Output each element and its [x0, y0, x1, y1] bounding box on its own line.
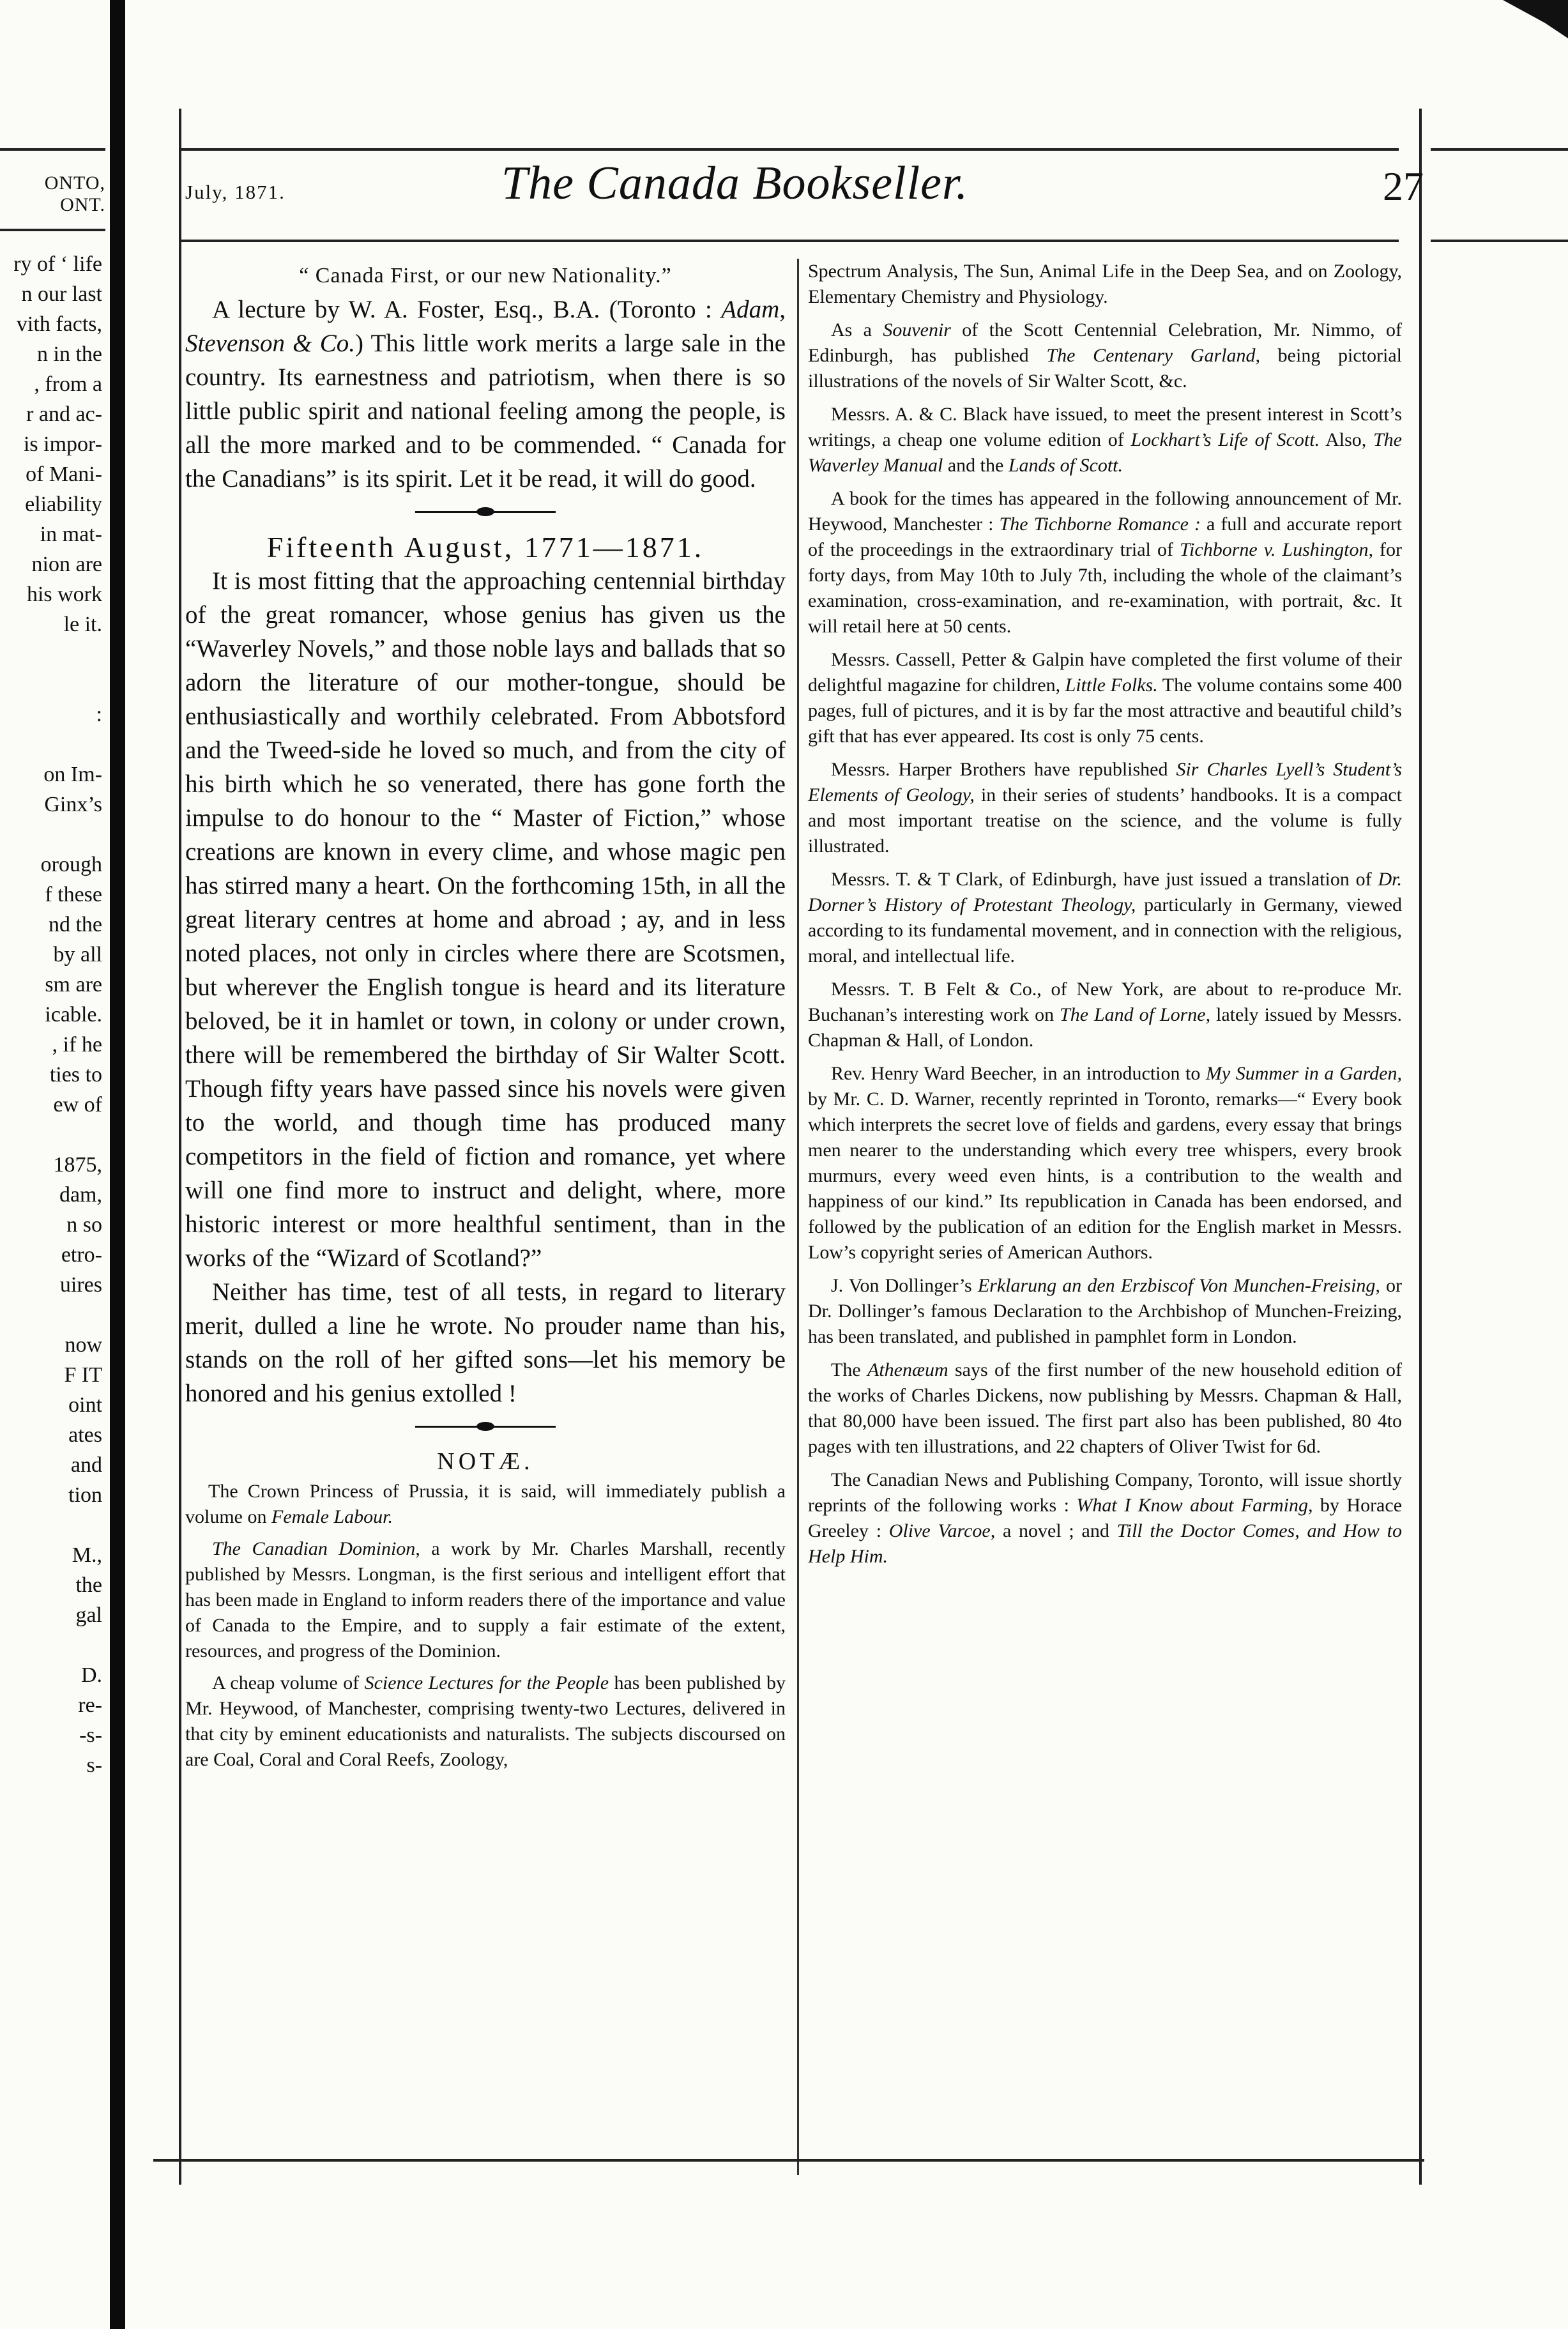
notae-heading: NOTÆ. [437, 1448, 534, 1475]
prev-page-line [0, 729, 109, 760]
notae-item [808, 1467, 1402, 1569]
prev-page-header: ONTO, ONT. [44, 172, 105, 215]
right-frame-rule [1419, 109, 1422, 2185]
notae-text: Rev. Henry Ward Beecher, in an introduction to [831, 1063, 1206, 1084]
book-title: The Canadian Dominion, [212, 1538, 420, 1559]
book-title: What I Know about Farming, [1076, 1495, 1313, 1516]
notae-item [808, 1357, 1402, 1460]
top-rule [179, 148, 1399, 151]
book-title: Souvenir [883, 319, 951, 340]
prev-page-line: oint [68, 1393, 102, 1417]
prev-page-line: gal [75, 1603, 102, 1627]
notae-text: for forty days, from May 10th to July 7th, including the whole of the claimant’s examination, cross-examination, and re-examination, with portrait, &c. It will retail here at 50 cents. [808, 539, 1403, 637]
prev-page-line: tion [68, 1483, 102, 1507]
book-title: Erklarung an den Erzbiscof Von Munchen-Freising, [977, 1275, 1380, 1296]
book-title: Dr. Dorner’s History of Protestant Theology, [808, 869, 1402, 915]
notae-text: The Canadian News and Publishing Company, Toronto, will issue shortly reprints of the following works : [808, 1469, 1402, 1516]
prev-page-line: M., [72, 1543, 102, 1567]
notae-item [185, 1479, 786, 1530]
notae-text: Messrs. Harper Brothers have republished [831, 759, 1176, 780]
book-title: Olive Varcoe, [888, 1520, 996, 1541]
prev-page-top-rule [0, 148, 105, 151]
canada-first-heading: “ Canada First, or our new Nationality.” [299, 264, 672, 287]
issue-date: July, 1871. [185, 181, 285, 203]
prev-page-line: , if he [52, 1033, 102, 1057]
prev-page-line: , from a [34, 372, 102, 396]
prev-page-line: dam, [59, 1183, 102, 1207]
prev-page-line: the [75, 1573, 102, 1597]
prev-page-line: his work [26, 583, 102, 606]
notae-item [808, 1061, 1402, 1265]
prev-page-line: n so [66, 1213, 102, 1237]
notae-text: in their series of students’ handbooks. It is a compact and most important treatise on the science, and the volume is fully illustrated. [808, 784, 1402, 857]
prev-page-line [0, 1510, 109, 1540]
prev-page-line: re- [78, 1693, 102, 1717]
notae-item [808, 867, 1402, 969]
prev-page-line: is impor- [23, 432, 102, 456]
notae-text: by Mr. C. D. Warner, recently reprinted in Toronto, remarks—“ Every book which interprets the secret love of fields and gardens, every essay that brings men nearer to the understanding which every tree whispers, every brook murmurs, every weed even hints, is a contribution to the wealth and happiness of our kind.” Its republication in Canada has been endorsed, and followed by the publication of an edition for the English market in Messrs. Low’s copyright series of American Authors. [808, 1088, 1402, 1263]
notae-body [185, 1479, 786, 1773]
prev-page-line: -s- [79, 1723, 102, 1747]
prev-page-line [0, 639, 109, 669]
book-title: Sir Charles Lyell’s Student’s Elements of Geology, [808, 759, 1402, 806]
prev-page-line: of Mani- [26, 462, 102, 486]
notae-text: or Dr. Dollinger’s famous Declaration to the Archbishop of Munchen-Freizing, has been translated, and published in pamphlet form in London. [808, 1275, 1403, 1347]
notae-text: Messrs. A. & C. Black have issued, to meet the present interest in Scott’s writings, a cheap one volume edition of [808, 404, 1402, 450]
prev-page-line: by all [53, 943, 102, 966]
book-title: The Centenary Garland, [1046, 345, 1260, 366]
notae-text: Messrs. T. & T Clark, of Edinburgh, have just issued a translation of [831, 869, 1378, 890]
notae-text: Also, [1320, 429, 1373, 450]
prev-page-line [0, 669, 109, 699]
notae-text: of the Scott Centennial Celebration, Mr. Nimmo, of Edinburgh, has published [808, 319, 1402, 366]
notae-text: As a [831, 319, 883, 340]
notae-item [808, 647, 1402, 749]
notae-item [185, 1536, 786, 1664]
prev-page-line [0, 1630, 109, 1660]
notae-text: The Crown Princess of Prussia, it is said, will immediately publish a volume on [185, 1481, 786, 1527]
notae-item [808, 317, 1402, 394]
prev-page-line: etro- [61, 1243, 102, 1267]
prev-page-line: vith facts, [16, 312, 102, 336]
notae-text: The volume contains some 400 pages, full of pictures, and it is by far the most attractive and beautiful child’s gift that has ever appeared. Its cost is only 75 cents. [808, 675, 1402, 747]
prev-page-line: Ginx’s [44, 793, 102, 816]
notae-text: A book for the times has appeared in the following announcement of Mr. Heywood, Manchester : [808, 488, 1402, 535]
prev-page-line: sm are [45, 973, 102, 997]
prev-page-line: ates [68, 1423, 102, 1447]
prev-page-line: : [96, 703, 102, 726]
notae-item [808, 1273, 1402, 1350]
page-number: 27 [1383, 164, 1424, 209]
prev-page-line: now [65, 1333, 102, 1357]
notae-text: particularly in Germany, viewed according to its fundamental movement, and in connection with the religious, moral, and intellectual life. [808, 894, 1403, 966]
right-header-rule [1431, 240, 1568, 242]
prev-page-line: F IT [64, 1363, 102, 1387]
prev-page-line: on Im- [43, 763, 102, 786]
left-frame-rule [179, 109, 181, 2185]
prev-page-line [0, 1300, 109, 1330]
right-top-rule [1431, 148, 1568, 151]
canada-first-review [185, 293, 786, 496]
prev-page-line: 1875, [53, 1153, 102, 1177]
binding-gutter [110, 0, 125, 2329]
book-title: The Tichborne Romance : [999, 514, 1201, 535]
prev-page-column [0, 249, 109, 1780]
notae-text: says of the first number of the new household edition of the works of Charles Dickens, now publishing by Messrs. Chapman & Hall, that 80,000 have been issued. The first part also has been published, 80 4to pages with ten illustrations, and 22 chapters of Oliver Twist for 6d. [808, 1359, 1403, 1457]
book-title: Lockhart’s Life of Scott. [1130, 429, 1320, 450]
prev-page-line: ry of ‘ life [13, 252, 102, 276]
prev-page-line [0, 820, 109, 850]
notae-item: Spectrum Analysis, The Sun, Animal Life in the Deep Sea, and on Zoology, Elementary Chemistry and Physiology. [808, 261, 1402, 307]
notae-item [808, 402, 1402, 478]
book-title: Tichborne v. Lushington, [1180, 539, 1373, 560]
notae-text: J. Von Dollinger’s [831, 1275, 978, 1296]
notae-text: Messrs. T. B Felt & Co., of New York, are about to re-produce Mr. Buchanan’s interesting work on [808, 979, 1402, 1025]
book-title: Athenæum [867, 1359, 948, 1380]
prev-page-line: r and ac- [26, 402, 102, 426]
fifteenth-paragraph-2: Neither has time, test of all tests, in regard to literary merit, dulled a line he wrote. No prouder name than his, stands on the roll of her gifted sons—let his memory be honored and his genius extolled ! [185, 1278, 786, 1407]
fifteenth-august-heading: Fifteenth August, 1771—1871. [266, 531, 704, 563]
book-title: The Land of Lorne, [1060, 1004, 1211, 1025]
section-divider [415, 1421, 556, 1432]
notae-item [808, 486, 1402, 639]
prev-page-line: in mat- [40, 523, 102, 546]
prev-page-line: icable. [45, 1003, 102, 1027]
masthead-title: The Canada Bookseller. [501, 157, 969, 210]
notae-text: a novel ; and [995, 1520, 1117, 1541]
prev-page-line: n in the [37, 342, 102, 366]
prev-page-line [0, 1120, 109, 1150]
notae-item [808, 757, 1402, 859]
canada-first-text-b: ) This little work merits a large sale in the country. Its earnestness and patriotism, when there is so little public spirit and national feeling among the people, is all the more marked and to be commended. “ Canada for the Canadians” is its spirit. Let it be read, it will do good. [185, 330, 786, 493]
prev-page-header-rule [0, 229, 105, 231]
notae-text: has been published by Mr. Heywood, of Manchester, comprising twenty-two Lectures, delivered in that city by eminent educationists and naturalists. The subjects discoursed on are Coal, Coral and Coral Reefs, Zoology, [185, 1672, 786, 1770]
canada-first-publisher: Adam, Stevenson & Co. [185, 296, 786, 357]
canada-first-text-a: A lecture by W. A. Foster, Esq., B.A. (Toronto : [212, 296, 722, 323]
header-rule [179, 240, 1399, 242]
notae-text: a work by Mr. Charles Marshall, recently published by Messrs. Longman, is the first serious and intelligent effort that has been made in England to inform readers there of the importance and value of Canada to the Empire, and to supply a fair estimate of the extent, resources, and progress of the Dominion. [185, 1538, 786, 1661]
prev-page-line: nion are [31, 553, 102, 576]
prev-page-line: f these [45, 883, 102, 906]
book-title: Till the Doctor Comes, and How to Help Him. [808, 1520, 1402, 1567]
notae-item [185, 1670, 786, 1773]
prev-page-line: nd the [48, 913, 102, 936]
book-title: The Waverley Manual [808, 429, 1402, 476]
prev-page-line: D. [80, 1663, 102, 1687]
prev-page-line: le it. [63, 613, 102, 636]
book-title: Little Folks. [1065, 675, 1158, 696]
right-column [808, 259, 1402, 1577]
prev-page-line: ties to [49, 1063, 102, 1087]
column-divider [797, 259, 799, 2175]
page-corner-mark [1491, 0, 1568, 38]
book-title: Lands of Scott. [1008, 455, 1123, 476]
prev-page-line: ew of [53, 1093, 102, 1117]
book-title: Science Lectures for the People [364, 1672, 609, 1693]
prev-page-line: eliability [25, 493, 102, 516]
notae-text: by Horace Greeley : [808, 1495, 1403, 1541]
notae-text: and the [943, 455, 1009, 476]
prev-page-line: orough [40, 853, 102, 876]
section-divider [415, 506, 556, 517]
fifteenth-paragraph-1: It is most fitting that the approaching centennial birthday of the great romancer, whose genius has given us the “Waverley Novels,” and those noble lays and ballads that so adorn the literature of our mother-tongue, should be enthusiastically and worthily celebrated. From Abbotsford and the Tweed-side he loved so much, and from the city of his birth which he so venerated, there has gone forth the impulse to do honour to the “ Master of Fiction,” whose creations are known in every clime, and whose magic pen has stirred many a heart. On the forthcoming 15th, in all the great literary centres at home and abroad ; ay, and in less noted places, not only in circles where there are Scotsmen, but wherever the English tongue is heard and its literature beloved, be it in hamlet or town, in colony or under crown, there will be remembered the birthday of Sir Walter Scott. Though fifty years have passed since his novels were given to the world, and though time has produced many competitors in the field of fiction and romance, yet where will one find more to instruct and delight, where, more historic interest or more healthful sentiment, than in the works of the “Wizard of Scotland?” [185, 567, 786, 1272]
notae-text: The [831, 1359, 867, 1380]
book-title: My Summer in a Garden, [1205, 1063, 1402, 1084]
notae-text: being pictorial illustrations of the novels of Sir Walter Scott, &c. [808, 345, 1402, 392]
notae-text: A cheap volume of [212, 1672, 365, 1693]
prev-page-line: s- [86, 1753, 102, 1777]
notae-text: a full and accurate report of the proceedings in the extraordinary trial of [808, 514, 1403, 560]
book-title: Female Labour. [271, 1506, 393, 1527]
notae-text: Messrs. Cassell, Petter & Galpin have completed the first volume of their delightful magazine for children, [808, 649, 1402, 696]
notae-item [808, 977, 1402, 1053]
prev-page-line: uires [59, 1273, 102, 1297]
prev-page-line: n our last [21, 282, 102, 306]
notae-text: lately issued by Messrs. Chapman & Hall, of London. [808, 1004, 1402, 1051]
left-column [185, 259, 786, 1779]
bottom-rule [153, 2159, 1424, 2162]
prev-page-line: and [70, 1453, 102, 1477]
